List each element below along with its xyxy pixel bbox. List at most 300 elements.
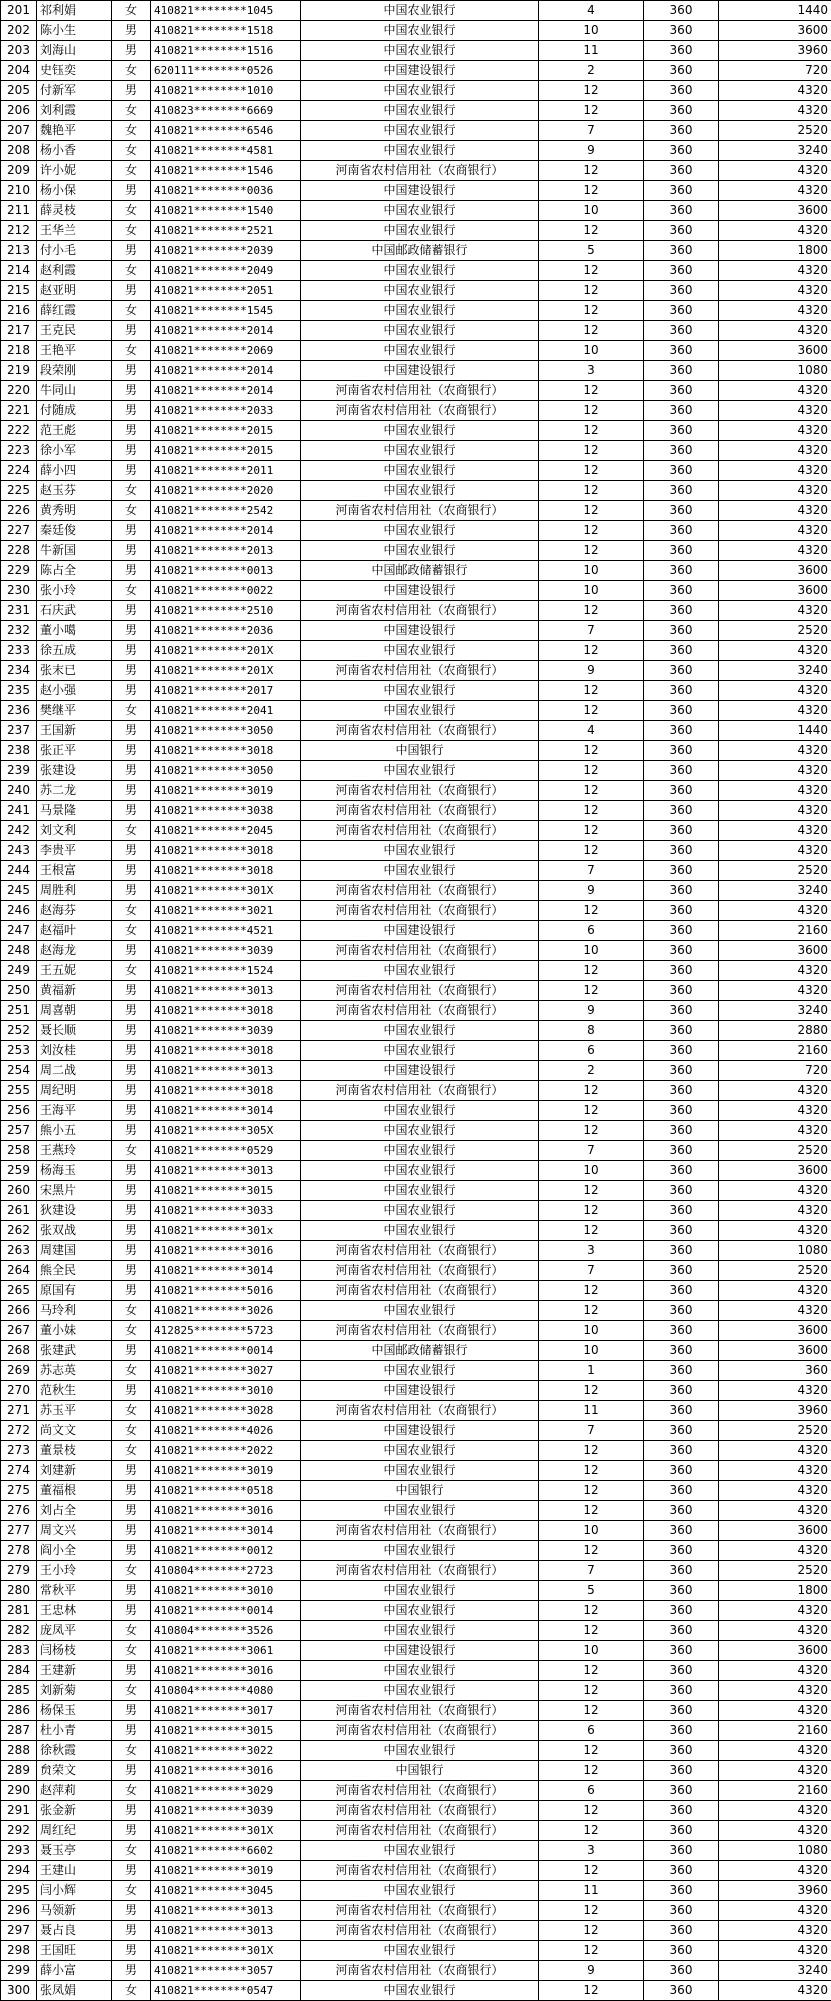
table-row — [1, 1881, 831, 1901]
bank-name-cell: 中国农业银行 — [301, 1101, 539, 1121]
id-number-cell: 410821********2014 — [151, 521, 301, 541]
total-amount-cell: 3240 — [719, 141, 831, 161]
id-number-cell: 410821********3050 — [151, 761, 301, 781]
bank-name-cell: 中国农业银行 — [301, 641, 539, 661]
months-cell: 4 — [539, 1, 644, 21]
table-row — [1, 341, 831, 361]
bank-name-cell: 中国农业银行 — [301, 1741, 539, 1761]
row-number-cell: 203 — [1, 41, 37, 61]
monthly-amount-cell: 360 — [644, 1501, 719, 1521]
bank-name-cell: 中国建设银行 — [301, 1641, 539, 1661]
gender-cell: 男 — [112, 1341, 151, 1361]
months-cell: 12 — [539, 321, 644, 341]
id-number-cell: 410821********301X — [151, 1941, 301, 1961]
monthly-amount-cell: 360 — [644, 1541, 719, 1561]
table-row — [1, 1321, 831, 1341]
table-row — [1, 181, 831, 201]
row-number-cell: 296 — [1, 1901, 37, 1921]
id-number-cell: 410821********4026 — [151, 1421, 301, 1441]
person-name-cell: 刘新菊 — [37, 1681, 112, 1701]
gender-cell: 男 — [112, 1021, 151, 1041]
row-number-cell: 271 — [1, 1401, 37, 1421]
bank-name-cell: 中国农业银行 — [301, 1941, 539, 1961]
id-number-cell: 410821********3039 — [151, 941, 301, 961]
person-name-cell: 聂玉亭 — [37, 1841, 112, 1861]
id-number-cell: 410821********2049 — [151, 261, 301, 281]
id-number-cell: 410821********2039 — [151, 241, 301, 261]
person-name-cell: 刘文利 — [37, 821, 112, 841]
person-name-cell: 张双战 — [37, 1221, 112, 1241]
id-number-cell: 410821********0022 — [151, 581, 301, 601]
bank-name-cell: 中国农业银行 — [301, 761, 539, 781]
id-number-cell: 410821********0012 — [151, 1541, 301, 1561]
bank-name-cell: 中国银行 — [301, 1761, 539, 1781]
table-row — [1, 601, 831, 621]
monthly-amount-cell: 360 — [644, 1161, 719, 1181]
gender-cell: 男 — [112, 21, 151, 41]
id-number-cell: 410821********4521 — [151, 921, 301, 941]
monthly-amount-cell: 360 — [644, 261, 719, 281]
months-cell: 11 — [539, 41, 644, 61]
gender-cell: 男 — [112, 461, 151, 481]
gender-cell: 男 — [112, 1061, 151, 1081]
total-amount-cell: 4320 — [719, 1301, 831, 1321]
gender-cell: 女 — [112, 1781, 151, 1801]
monthly-amount-cell: 360 — [644, 81, 719, 101]
months-cell: 11 — [539, 1401, 644, 1421]
monthly-amount-cell: 360 — [644, 1221, 719, 1241]
total-amount-cell: 4320 — [719, 641, 831, 661]
table-row — [1, 1521, 831, 1541]
monthly-amount-cell: 360 — [644, 941, 719, 961]
monthly-amount-cell: 360 — [644, 601, 719, 621]
person-name-cell: 王华兰 — [37, 221, 112, 241]
person-name-cell: 黄福新 — [37, 981, 112, 1001]
months-cell: 12 — [539, 1901, 644, 1921]
total-amount-cell: 3240 — [719, 881, 831, 901]
gender-cell: 女 — [112, 501, 151, 521]
id-number-cell: 410821********3016 — [151, 1501, 301, 1521]
person-name-cell: 马领新 — [37, 1901, 112, 1921]
row-number-cell: 205 — [1, 81, 37, 101]
person-name-cell: 宋黑片 — [37, 1181, 112, 1201]
person-name-cell: 王燕玲 — [37, 1141, 112, 1161]
id-number-cell: 410821********6546 — [151, 121, 301, 141]
bank-name-cell: 中国农业银行 — [301, 201, 539, 221]
table-row — [1, 661, 831, 681]
bank-name-cell: 中国邮政储蓄银行 — [301, 561, 539, 581]
total-amount-cell: 4320 — [719, 1821, 831, 1841]
monthly-amount-cell: 360 — [644, 1061, 719, 1081]
person-name-cell: 徐秋霞 — [37, 1741, 112, 1761]
bank-name-cell: 中国农业银行 — [301, 461, 539, 481]
total-amount-cell: 3600 — [719, 201, 831, 221]
total-amount-cell: 4320 — [719, 1601, 831, 1621]
table-row — [1, 1741, 831, 1761]
monthly-amount-cell: 360 — [644, 1941, 719, 1961]
row-number-cell: 257 — [1, 1121, 37, 1141]
monthly-amount-cell: 360 — [644, 981, 719, 1001]
months-cell: 10 — [539, 581, 644, 601]
gender-cell: 男 — [112, 1941, 151, 1961]
row-number-cell: 268 — [1, 1341, 37, 1361]
person-name-cell: 马景隆 — [37, 801, 112, 821]
row-number-cell: 240 — [1, 781, 37, 801]
table-row — [1, 261, 831, 281]
bank-name-cell: 中国农业银行 — [301, 341, 539, 361]
monthly-amount-cell: 360 — [644, 1041, 719, 1061]
person-name-cell: 陈小生 — [37, 21, 112, 41]
id-number-cell: 410821********2036 — [151, 621, 301, 641]
bank-name-cell: 河南省农村信用社（农商银行） — [301, 941, 539, 961]
monthly-amount-cell: 360 — [644, 1481, 719, 1501]
person-name-cell: 王国新 — [37, 721, 112, 741]
id-number-cell: 410821********301X — [151, 881, 301, 901]
person-name-cell: 周胜利 — [37, 881, 112, 901]
row-number-cell: 244 — [1, 861, 37, 881]
id-number-cell: 410821********3057 — [151, 1961, 301, 1981]
id-number-cell: 410821********1546 — [151, 161, 301, 181]
row-number-cell: 249 — [1, 961, 37, 981]
total-amount-cell: 3600 — [719, 561, 831, 581]
monthly-amount-cell: 360 — [644, 61, 719, 81]
total-amount-cell: 4320 — [719, 1741, 831, 1761]
table-row — [1, 361, 831, 381]
monthly-amount-cell: 360 — [644, 1521, 719, 1541]
monthly-amount-cell: 360 — [644, 1281, 719, 1301]
person-name-cell: 张凤娟 — [37, 1981, 112, 2001]
bank-name-cell: 中国农业银行 — [301, 321, 539, 341]
bank-name-cell: 中国邮政储蓄银行 — [301, 1341, 539, 1361]
months-cell: 12 — [539, 1941, 644, 1961]
table-row — [1, 1201, 831, 1221]
gender-cell: 男 — [112, 981, 151, 1001]
gender-cell: 男 — [112, 1281, 151, 1301]
person-name-cell: 赵萍莉 — [37, 1781, 112, 1801]
months-cell: 12 — [539, 961, 644, 981]
bank-name-cell: 中国建设银行 — [301, 621, 539, 641]
bank-name-cell: 中国农业银行 — [301, 141, 539, 161]
months-cell: 12 — [539, 1501, 644, 1521]
total-amount-cell: 2520 — [719, 1141, 831, 1161]
person-name-cell: 董小妹 — [37, 1321, 112, 1341]
row-number-cell: 260 — [1, 1181, 37, 1201]
bank-name-cell: 河南省农村信用社（农商银行） — [301, 1001, 539, 1021]
monthly-amount-cell: 360 — [644, 1641, 719, 1661]
table-row — [1, 321, 831, 341]
id-number-cell: 410821********2542 — [151, 501, 301, 521]
row-number-cell: 255 — [1, 1081, 37, 1101]
months-cell: 12 — [539, 1661, 644, 1681]
gender-cell: 女 — [112, 1301, 151, 1321]
monthly-amount-cell: 360 — [644, 1661, 719, 1681]
total-amount-cell: 2520 — [719, 1421, 831, 1441]
person-name-cell: 黄秀明 — [37, 501, 112, 521]
table-row — [1, 1241, 831, 1261]
bank-name-cell: 河南省农村信用社（农商银行） — [301, 1321, 539, 1341]
id-number-cell: 410821********2033 — [151, 401, 301, 421]
total-amount-cell: 4320 — [719, 1121, 831, 1141]
table-row — [1, 1681, 831, 1701]
table-row — [1, 1261, 831, 1281]
id-number-cell: 410821********0014 — [151, 1601, 301, 1621]
id-number-cell: 410821********1010 — [151, 81, 301, 101]
monthly-amount-cell: 360 — [644, 801, 719, 821]
monthly-amount-cell: 360 — [644, 361, 719, 381]
id-number-cell: 410821********2051 — [151, 281, 301, 301]
gender-cell: 男 — [112, 621, 151, 641]
monthly-amount-cell: 360 — [644, 1601, 719, 1621]
monthly-amount-cell: 360 — [644, 1861, 719, 1881]
gender-cell: 男 — [112, 1961, 151, 1981]
bank-name-cell: 中国农业银行 — [301, 961, 539, 981]
table-row — [1, 201, 831, 221]
gender-cell: 男 — [112, 1761, 151, 1781]
row-number-cell: 273 — [1, 1441, 37, 1461]
monthly-amount-cell: 360 — [644, 1441, 719, 1461]
monthly-amount-cell: 360 — [644, 1701, 719, 1721]
months-cell: 12 — [539, 1481, 644, 1501]
months-cell: 12 — [539, 901, 644, 921]
months-cell: 4 — [539, 721, 644, 741]
row-number-cell: 242 — [1, 821, 37, 841]
total-amount-cell: 4320 — [719, 501, 831, 521]
bank-name-cell: 河南省农村信用社（农商银行） — [301, 781, 539, 801]
monthly-amount-cell: 360 — [644, 1241, 719, 1261]
id-number-cell: 410821********3018 — [151, 741, 301, 761]
table-row — [1, 141, 831, 161]
total-amount-cell: 1440 — [719, 1, 831, 21]
total-amount-cell: 3240 — [719, 1001, 831, 1021]
person-name-cell: 陈占全 — [37, 561, 112, 581]
id-number-cell: 410821********301X — [151, 1821, 301, 1841]
bank-name-cell: 河南省农村信用社（农商银行） — [301, 1961, 539, 1981]
monthly-amount-cell: 360 — [644, 101, 719, 121]
table-row — [1, 481, 831, 501]
id-number-cell: 410821********1524 — [151, 961, 301, 981]
total-amount-cell: 3960 — [719, 41, 831, 61]
table-row — [1, 1641, 831, 1661]
gender-cell: 男 — [112, 1181, 151, 1201]
gender-cell: 男 — [112, 1001, 151, 1021]
bank-name-cell: 中国农业银行 — [301, 1201, 539, 1221]
total-amount-cell: 4320 — [719, 161, 831, 181]
monthly-amount-cell: 360 — [644, 341, 719, 361]
gender-cell: 男 — [112, 241, 151, 261]
id-number-cell: 410821********3018 — [151, 1041, 301, 1061]
total-amount-cell: 4320 — [719, 181, 831, 201]
gender-cell: 男 — [112, 1901, 151, 1921]
months-cell: 7 — [539, 1561, 644, 1581]
bank-name-cell: 中国农业银行 — [301, 1181, 539, 1201]
id-number-cell: 410821********3039 — [151, 1021, 301, 1041]
total-amount-cell: 4320 — [719, 1541, 831, 1561]
gender-cell: 男 — [112, 941, 151, 961]
id-number-cell: 410821********3019 — [151, 1461, 301, 1481]
gender-cell: 男 — [112, 1121, 151, 1141]
monthly-amount-cell: 360 — [644, 1261, 719, 1281]
id-number-cell: 410821********3013 — [151, 1921, 301, 1941]
months-cell: 12 — [539, 161, 644, 181]
table-row — [1, 1561, 831, 1581]
monthly-amount-cell: 360 — [644, 721, 719, 741]
row-number-cell: 264 — [1, 1261, 37, 1281]
row-number-cell: 227 — [1, 521, 37, 541]
months-cell: 12 — [539, 1701, 644, 1721]
monthly-amount-cell: 360 — [644, 561, 719, 581]
id-number-cell: 410821********2041 — [151, 701, 301, 721]
gender-cell: 男 — [112, 1161, 151, 1181]
total-amount-cell: 3960 — [719, 1881, 831, 1901]
total-amount-cell: 4320 — [719, 741, 831, 761]
months-cell: 2 — [539, 61, 644, 81]
bank-name-cell: 河南省农村信用社（农商银行） — [301, 1401, 539, 1421]
bank-name-cell: 中国建设银行 — [301, 181, 539, 201]
table-row — [1, 501, 831, 521]
monthly-amount-cell: 360 — [644, 281, 719, 301]
id-number-cell: 410821********0014 — [151, 1341, 301, 1361]
row-number-cell: 241 — [1, 801, 37, 821]
id-number-cell: 410821********4581 — [151, 141, 301, 161]
months-cell: 6 — [539, 1721, 644, 1741]
gender-cell: 男 — [112, 801, 151, 821]
gender-cell: 男 — [112, 741, 151, 761]
bank-name-cell: 河南省农村信用社（农商银行） — [301, 1901, 539, 1921]
row-number-cell: 218 — [1, 341, 37, 361]
person-name-cell: 杨小保 — [37, 181, 112, 201]
table-row — [1, 1841, 831, 1861]
months-cell: 12 — [539, 1281, 644, 1301]
total-amount-cell: 4320 — [719, 1461, 831, 1481]
total-amount-cell: 2160 — [719, 1041, 831, 1061]
table-row — [1, 1661, 831, 1681]
person-name-cell: 樊继平 — [37, 701, 112, 721]
total-amount-cell: 4320 — [719, 461, 831, 481]
bank-name-cell: 河南省农村信用社（农商银行） — [301, 1521, 539, 1541]
person-name-cell: 张建设 — [37, 761, 112, 781]
monthly-amount-cell: 360 — [644, 921, 719, 941]
total-amount-cell: 1440 — [719, 721, 831, 741]
person-name-cell: 李贵平 — [37, 841, 112, 861]
gender-cell: 男 — [112, 721, 151, 741]
table-row — [1, 1481, 831, 1501]
bank-name-cell: 中国银行 — [301, 1481, 539, 1501]
table-row — [1, 121, 831, 141]
monthly-amount-cell: 360 — [644, 1181, 719, 1201]
row-number-cell: 263 — [1, 1241, 37, 1261]
id-number-cell: 410821********3010 — [151, 1381, 301, 1401]
id-number-cell: 410821********3061 — [151, 1641, 301, 1661]
bank-name-cell: 河南省农村信用社（农商银行） — [301, 1081, 539, 1101]
gender-cell: 女 — [112, 161, 151, 181]
bank-name-cell: 中国农业银行 — [301, 1361, 539, 1381]
bank-name-cell: 中国农业银行 — [301, 1041, 539, 1061]
bank-name-cell: 河南省农村信用社（农商银行） — [301, 881, 539, 901]
total-amount-cell: 4320 — [719, 601, 831, 621]
bank-name-cell: 河南省农村信用社（农商银行） — [301, 901, 539, 921]
table-row — [1, 1421, 831, 1441]
id-number-cell: 410821********3029 — [151, 1781, 301, 1801]
total-amount-cell: 2520 — [719, 121, 831, 141]
months-cell: 12 — [539, 981, 644, 1001]
bank-name-cell: 河南省农村信用社（农商银行） — [301, 161, 539, 181]
bank-name-cell: 中国农业银行 — [301, 1841, 539, 1861]
id-number-cell: 410821********2014 — [151, 381, 301, 401]
total-amount-cell: 4320 — [719, 321, 831, 341]
months-cell: 12 — [539, 521, 644, 541]
table-row — [1, 1021, 831, 1041]
gender-cell: 女 — [112, 1401, 151, 1421]
bank-name-cell: 河南省农村信用社（农商银行） — [301, 601, 539, 621]
monthly-amount-cell: 360 — [644, 1021, 719, 1041]
person-name-cell: 张末已 — [37, 661, 112, 681]
bank-name-cell: 河南省农村信用社（农商银行） — [301, 1861, 539, 1881]
id-number-cell: 410821********6602 — [151, 1841, 301, 1861]
person-name-cell: 张建武 — [37, 1341, 112, 1361]
months-cell: 10 — [539, 201, 644, 221]
table-row — [1, 1721, 831, 1741]
monthly-amount-cell: 360 — [644, 781, 719, 801]
monthly-amount-cell: 360 — [644, 1901, 719, 1921]
bank-name-cell: 中国农业银行 — [301, 121, 539, 141]
person-name-cell: 王忠林 — [37, 1601, 112, 1621]
table-row — [1, 1221, 831, 1241]
months-cell: 12 — [539, 781, 644, 801]
gender-cell: 男 — [112, 1541, 151, 1561]
id-number-cell: 410821********3039 — [151, 1801, 301, 1821]
bank-name-cell: 中国农业银行 — [301, 421, 539, 441]
gender-cell: 女 — [112, 1141, 151, 1161]
table-row — [1, 81, 831, 101]
bank-name-cell: 河南省农村信用社（农商银行） — [301, 1781, 539, 1801]
person-name-cell: 刘海山 — [37, 41, 112, 61]
monthly-amount-cell: 360 — [644, 861, 719, 881]
bank-name-cell: 中国建设银行 — [301, 1381, 539, 1401]
row-number-cell: 217 — [1, 321, 37, 341]
row-number-cell: 287 — [1, 1721, 37, 1741]
months-cell: 12 — [539, 801, 644, 821]
monthly-amount-cell: 360 — [644, 521, 719, 541]
row-number-cell: 279 — [1, 1561, 37, 1581]
table-row — [1, 21, 831, 41]
id-number-cell: 410821********2069 — [151, 341, 301, 361]
gender-cell: 男 — [112, 441, 151, 461]
bank-name-cell: 河南省农村信用社（农商银行） — [301, 721, 539, 741]
total-amount-cell: 2160 — [719, 1781, 831, 1801]
total-amount-cell: 4320 — [719, 1441, 831, 1461]
monthly-amount-cell: 360 — [644, 1301, 719, 1321]
months-cell: 12 — [539, 1821, 644, 1841]
gender-cell: 女 — [112, 1561, 151, 1581]
gender-cell: 男 — [112, 1241, 151, 1261]
row-number-cell: 207 — [1, 121, 37, 141]
person-name-cell: 董福根 — [37, 1481, 112, 1501]
gender-cell: 女 — [112, 1841, 151, 1861]
row-number-cell: 288 — [1, 1741, 37, 1761]
bank-name-cell: 中国农业银行 — [301, 1601, 539, 1621]
monthly-amount-cell: 360 — [644, 481, 719, 501]
row-number-cell: 265 — [1, 1281, 37, 1301]
row-number-cell: 213 — [1, 241, 37, 261]
monthly-amount-cell: 360 — [644, 21, 719, 41]
row-number-cell: 278 — [1, 1541, 37, 1561]
table-row — [1, 1861, 831, 1881]
id-number-cell: 410821********201X — [151, 641, 301, 661]
row-number-cell: 284 — [1, 1661, 37, 1681]
bank-name-cell: 河南省农村信用社（农商银行） — [301, 801, 539, 821]
person-name-cell: 原国有 — [37, 1281, 112, 1301]
monthly-amount-cell: 360 — [644, 1, 719, 21]
